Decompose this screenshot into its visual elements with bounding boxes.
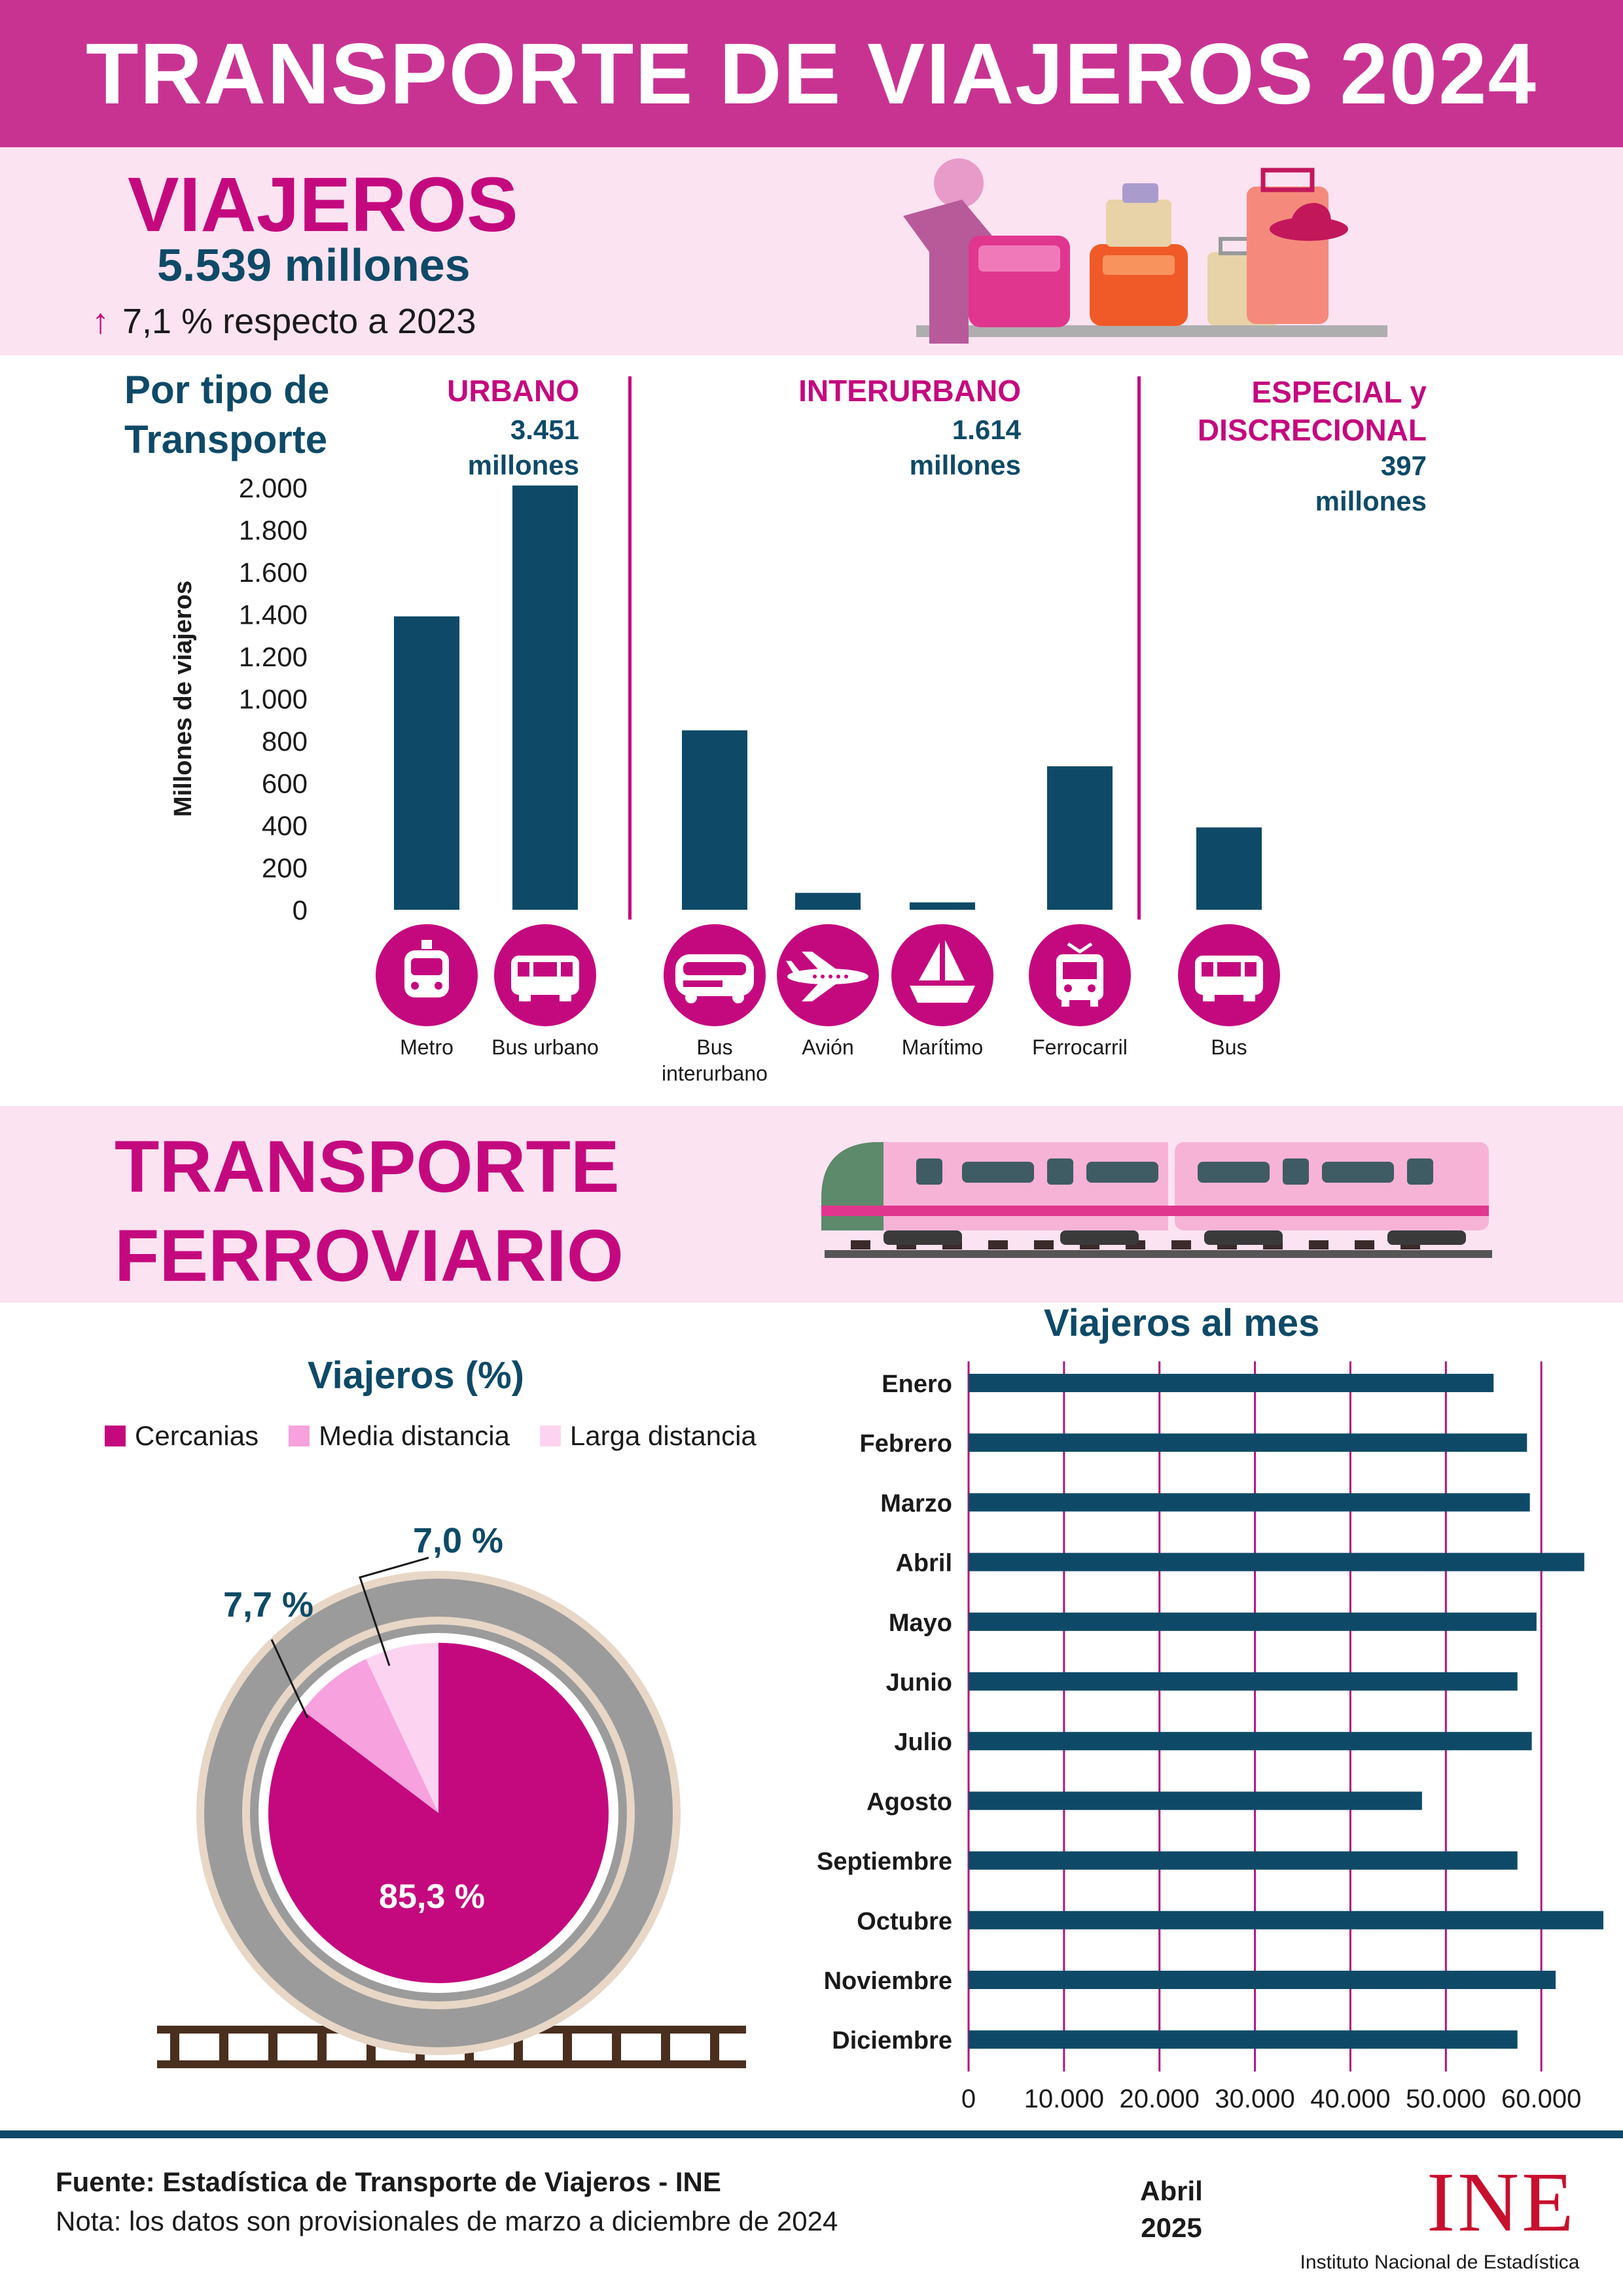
group-value-especial-unit: millones: [1315, 486, 1427, 516]
pie-label-larga-distancia: 7,0 %: [412, 1521, 504, 1560]
footer-note: Nota: los datos son provisionales de marzo a diciembre de 2024: [56, 2206, 838, 2236]
rail-pie-chart: [144, 1505, 772, 2101]
train-icon: [1027, 923, 1132, 1028]
monthly-bar-chart: [785, 1348, 1623, 2121]
pie-label-cercanias: 85,3 %: [379, 1878, 485, 1916]
page-title: TRANSPORTE DE VIAJEROS 2024: [86, 26, 1537, 122]
y-tick-label: 1.200: [238, 641, 308, 672]
footer-date-year: 2025: [1141, 2212, 1202, 2243]
group-label-especial: [1152, 373, 1427, 449]
summary-change: [92, 301, 476, 342]
legend-label: Media distancia: [319, 1420, 510, 1451]
rail-tie: [612, 2032, 621, 2062]
x-tick-label: 40.000: [1310, 2085, 1391, 2113]
group-label-urbano: URBANO: [447, 374, 579, 408]
x-tick-label: 0: [961, 2085, 976, 2113]
plane-icon: [776, 923, 880, 1028]
legend-label: Larga distancia: [569, 1420, 757, 1451]
pie-label-media-distancia: 7,7 %: [223, 1585, 314, 1624]
by-type-title: Por tipo de Transporte: [124, 368, 330, 461]
y-tick-label: 200: [261, 852, 308, 884]
month-label: Julio: [894, 1729, 952, 1757]
arrow-up-icon: ↑: [92, 302, 109, 341]
ine-org-name: Instituto Nacional de Estadística: [1300, 2251, 1580, 2273]
icon-caption: Avión: [802, 1035, 854, 1059]
y-tick-label: 600: [261, 768, 308, 799]
train-illustration: [812, 1132, 1505, 1263]
legend-swatch: [540, 1426, 561, 1446]
legend-item: [289, 1420, 510, 1452]
group-value-urbano-unit: millones: [467, 450, 579, 480]
summary-total: 5.539 millones: [157, 240, 471, 291]
group-label-especial-line2: DISCRECIONAL: [1197, 413, 1427, 447]
bar-title: Viajeros al mes: [1044, 1302, 1320, 1344]
y-tick-label: 1.000: [238, 683, 308, 715]
legend-swatch: [105, 1426, 126, 1446]
bar-agosto: [969, 1791, 1422, 1810]
bus-icon: [1177, 923, 1281, 1028]
month-label: Septiembre: [817, 1848, 952, 1876]
legend-item: [105, 1420, 259, 1452]
bar-diciembre: [969, 2030, 1518, 2049]
bar-junio: [969, 1672, 1518, 1691]
group-value-interurbano-number: 1.614: [952, 414, 1021, 445]
bar-abril: [969, 1553, 1584, 1571]
month-label: Febrero: [859, 1430, 952, 1458]
ship-icon: [890, 923, 995, 1028]
rail-tie: [170, 2032, 179, 2062]
month-label: Octubre: [857, 1907, 952, 1935]
bar-bus: [1196, 827, 1262, 910]
bar-avión: [795, 893, 861, 910]
month-label: Marzo: [880, 1490, 952, 1518]
group-value-urbano-number: 3.451: [510, 414, 579, 445]
bar-mayo: [969, 1613, 1537, 1631]
transport-icon-row: [0, 923, 1623, 1100]
pie-legend: [105, 1420, 792, 1452]
footer-date: [1113, 2173, 1230, 2246]
bar-metro: [394, 617, 459, 910]
icon-caption: Bus interurbano: [662, 1035, 768, 1085]
rail-tie: [661, 2032, 670, 2062]
rail-track: [157, 2060, 746, 2068]
rail-tie: [268, 2032, 277, 2062]
bar-noviembre: [969, 1971, 1556, 1989]
bar-enero: [969, 1374, 1493, 1392]
bar-bus-urbano: [512, 486, 578, 910]
group-label-interurbano: INTERURBANO: [798, 374, 1021, 408]
pie-title: Viajeros (%): [308, 1354, 524, 1397]
traveler-luggage-illustration: [864, 147, 1400, 355]
group-value-especial-number: 397: [1380, 450, 1427, 481]
x-tick-label: 50.000: [1406, 2085, 1486, 2113]
x-tick-label: 30.000: [1215, 2085, 1295, 2113]
y-tick-label: 2.000: [238, 473, 308, 503]
x-tick-label: 60.000: [1501, 2085, 1582, 2113]
month-label: Enero: [882, 1371, 952, 1398]
bar-marzo: [969, 1493, 1530, 1511]
month-label: Agosto: [866, 1788, 952, 1816]
icon-caption: Marítimo: [901, 1035, 984, 1059]
ine-logo: INE: [1427, 2155, 1577, 2250]
rail-title: [115, 1122, 624, 1300]
legend-label: Cercanias: [135, 1420, 259, 1451]
rail-tie: [219, 2032, 228, 2062]
y-tick-label: 1.400: [238, 599, 308, 630]
icon-caption: Bus: [1211, 1035, 1247, 1059]
rail-title-line2: FERROVIARIO: [115, 1215, 624, 1297]
y-tick-label: 1.600: [238, 557, 308, 588]
legend-item: [540, 1420, 757, 1452]
rail-tie: [563, 2032, 572, 2062]
bus-icon: [493, 923, 597, 1028]
summary-heading: VIAJEROS: [128, 162, 518, 248]
y-tick-label: 400: [261, 810, 308, 841]
month-label: Junio: [885, 1669, 952, 1696]
icon-caption: Metro: [400, 1035, 454, 1059]
type-bar-chart: [0, 458, 1623, 929]
bar-bus-interurbano: [682, 730, 747, 910]
rail-tie: [710, 2032, 719, 2062]
month-label: Noviembre: [823, 1967, 952, 1995]
bar-febrero: [969, 1433, 1527, 1452]
y-tick-label: 1.800: [238, 514, 308, 546]
x-tick-label: 10.000: [1024, 2085, 1105, 2113]
icon-caption: Bus urbano: [491, 1035, 599, 1059]
month-label: Mayo: [888, 1609, 952, 1637]
rail-tie: [317, 2032, 327, 2062]
footer-date-month: Abril: [1140, 2176, 1203, 2206]
legend-swatch: [289, 1426, 310, 1446]
footer-divider: [0, 2130, 1623, 2138]
y-tick-label: 0: [292, 895, 308, 925]
month-label: Diciembre: [832, 2027, 952, 2055]
metro-icon: [374, 923, 479, 1028]
rail-title-line1: TRANSPORTE: [115, 1126, 620, 1208]
summary-change-text: 7,1 % respecto a 2023: [122, 302, 476, 341]
group-label-especial-line1: ESPECIAL y: [1251, 375, 1427, 409]
bar-octubre: [969, 1911, 1603, 1929]
coach-icon: [662, 923, 767, 1028]
month-label: Abril: [895, 1549, 952, 1577]
icon-caption: Ferrocarril: [1032, 1035, 1128, 1059]
bar-ferrocarril: [1047, 766, 1113, 910]
y-axis-label: Millones de viajeros: [169, 580, 197, 817]
bar-julio: [969, 1732, 1532, 1750]
bar-septiembre: [969, 1852, 1518, 1870]
y-tick-label: 800: [261, 726, 308, 757]
x-tick-label: 20.000: [1119, 2085, 1200, 2113]
group-value-interurbano-unit: millones: [909, 450, 1021, 480]
footer-source: Fuente: Estadística de Transporte de Viajeros - INE: [56, 2166, 721, 2197]
bar-marítimo: [910, 903, 975, 910]
